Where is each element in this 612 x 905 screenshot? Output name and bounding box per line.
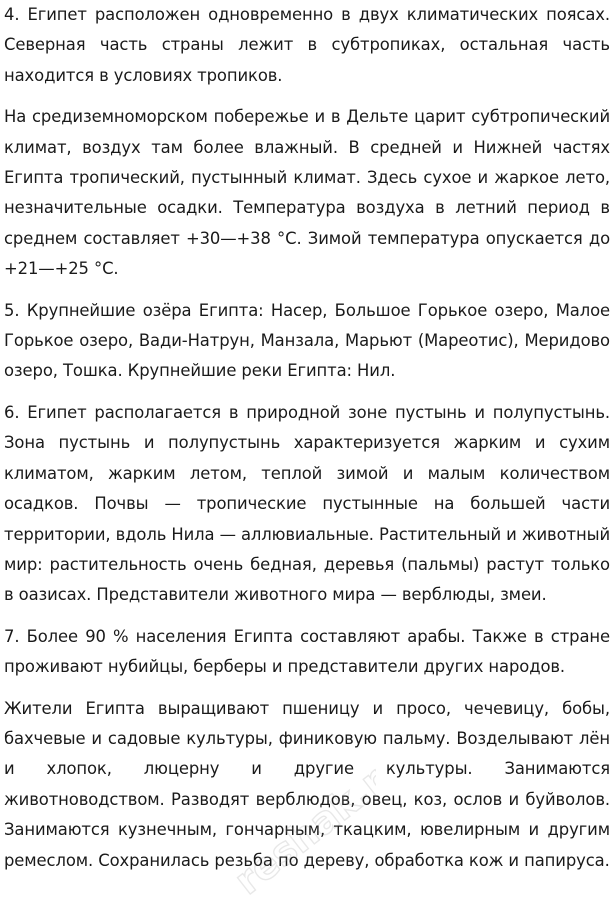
- paragraph-climate-details: На средиземноморском побережье и в Дельте царит субтропический климат, воздух там более влажный. В средней и Нижней частях Египта тропический, пустынный климат. Здесь сухое и жаркое лето, незначительные осадки. Температура воздуха в летний период в среднем составляет +30—+38 °С. Зимой температура опускается до +21—+25 °С.: [4, 107, 610, 279]
- paragraph-7-population: 7. Более 90 % населения Египта составляют арабы. Также в стране проживают нубийцы, берберы и представители других народов.: [4, 626, 610, 677]
- paragraph-6-natural-zone: 6. Египет располагается в природной зоне пустынь и полупустынь. Зона пустынь и полупустынь характеризуется жарким и сухим климатом, жарким летом, теплой зимой и малым количеством осадков. Почвы — тропические пустынные на большей части территории, вдоль Нила — аллювиальные. Растительный и животный мир: растительность очень бедная, деревья (пальмы) растут только в оазисах. Представители животного мира — верблюды, змеи.: [4, 402, 610, 605]
- svg-text:reshak.ru: reshak.ru: [226, 748, 376, 898]
- paragraph-economy: Жители Египта выращивают пшеницу и просо, чечевицу, бобы, бахчевые и садовые культуры, финиковую пальму. Возделывают лён и хлопок, люцерну и другие культуры. Занимаются животноводством. Разводят верблюдов, овец, коз, ослов и буйволов. Занимаются кузнечным, гончарным, ткацким, ювелирным и другим ремеслом. Сохранилась резьба по дереву, обработка кож и папируса.: [4, 698, 610, 870]
- document-body: [4, 0, 610, 887]
- paragraph-5-lakes-rivers: 5. Крупнейшие озёра Египта: Насер, Большое Горькое озеро, Малое Горькое озеро, Вади-Натрун, Манзала, Марьют (Мареотис), Меридово озеро, Тошка. Крупнейшие реки Египта: Нил.: [4, 300, 610, 381]
- paragraph-4-climate-zones: 4. Египет расположен одновременно в двух климатических поясах. Северная часть страны лежит в субтропиках, остальная часть находится в условиях тропиков.: [4, 5, 610, 85]
